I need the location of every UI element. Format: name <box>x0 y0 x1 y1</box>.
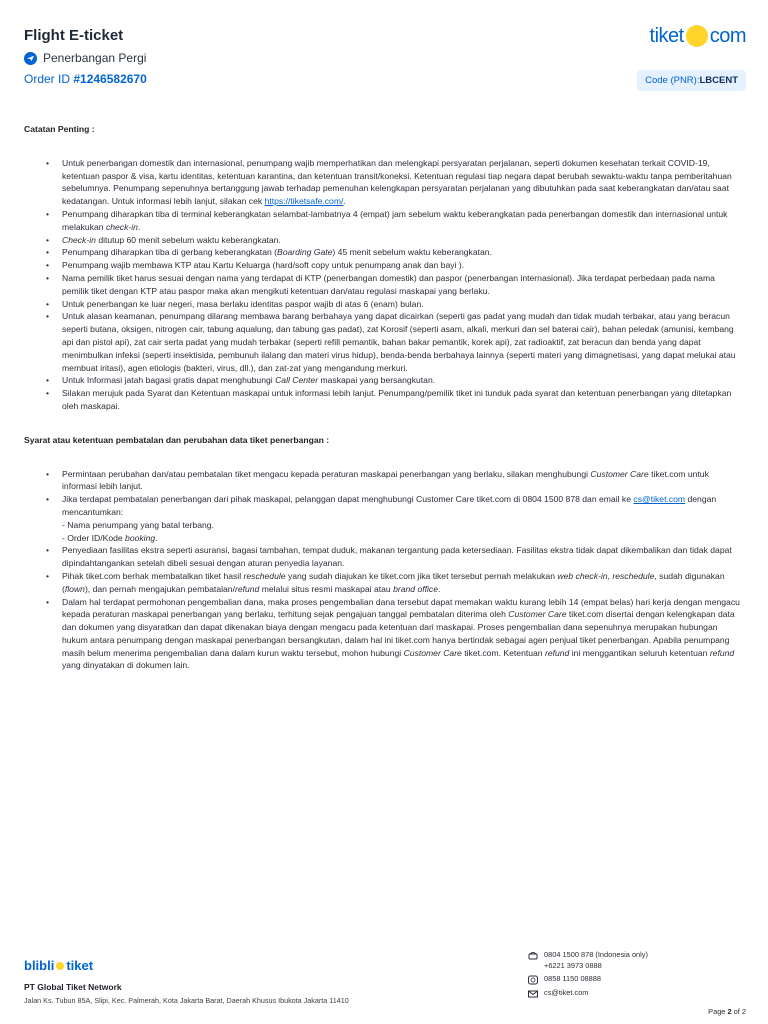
pnr-code: LBCENT <box>699 75 738 86</box>
list-item: • Penumpang diharapkan tiba di terminal keberangkatan selambat-lambatnya 4 (empat) jam sebelum waktu keberangkatan pada penerbangan domestik dan internasional untuk melakukan check-in. <box>46 208 742 234</box>
ticket-footer <box>24 950 746 1020</box>
cs-email-link[interactable]: cs@tiket.com <box>633 494 686 505</box>
flight-direction-label: Penerbangan Pergi <box>43 51 147 65</box>
page-title: Flight E-ticket <box>24 27 124 44</box>
list-item: • Nama pemilik tiket harus sesuai dengan nama yang terdapat di KTP (penerbangan domestik) dan paspor (penerbangan internasional). Jika terdapat perbedaan pada nama pemilik tiket dengan KTP atau paspor maka akan mengikuti ketentuan dan/atau regulasi maskapai yang berlaku. <box>46 272 742 298</box>
ticket-content <box>24 123 742 672</box>
email-contact <box>528 988 648 999</box>
flight-direction <box>24 51 146 65</box>
airplane-icon <box>24 52 37 65</box>
company-name: PT Global Tiket Network <box>24 982 122 992</box>
list-item: • Untuk alasan keamanan, penumpang dilarang membawa barang berbahaya yang dapat dicairkan (seperti gas padat yang mudah dan tidak mudah terbakar, atau yang beracun seperti butana, oksigen, nitrogen cair, tabung aqualung, dan tabung gas padat), zat Korosif (seperti asam, alkali, merkuri dan sel baterai cair), bahan peledak (amunisi, kembang api dan pistol api), zat cair serta padat yang mudah terbakar (seperti refill pemantik, bahan bakar pemantik, korek api), zat radioaktif, zat beracun dan benda yang dapat menimbulkan infeksi (seperti insektisida, pembunuh ilalang dan materi virus hidup), benda-benda berbahaya lainnya (seperti materi yang dimagnetisasi, yang dapat melukai atau membuat iritasi), agen etiologis (bakteri, virus, dll.), dan zat-zat yang mengandung merkuri. <box>46 310 742 374</box>
list-item: • Dalam hal terdapat permohonan pengembalian dana, maka proses pengembalian dana tersebut dapat memakan waktu kurang lebih 14 (empat belas) hari kerja dengan mengacu kepada peraturan maskapai penerbangan yang berlaku, terhitung sejak pengajuan tanggal pembatalan diterima oleh Customer Care tiket.com disertai dengan kelengkapan data dan dokumen yang disyaratkan dan dapat dikenakan biaya dengan mengacu pada ketentuan dari maskapai. Proses pengembalian dana sepenuhnya merupakan hubungan hukum antara penumpang dengan maskapai penerbangan bersangkutan, dalam hal ini tiket.com hanya bertindak sebagai agen penjual tiket penerbangan. Apabila penumpang masih belum menerima pengembalian dana dalam kurun waktu tersebut, mohon hubungi Customer Care tiket.com. Ketentuan refund ini menggantikan seluruh ketentuan refund yang dinyatakan di dokumen lain. <box>46 596 742 673</box>
ticket-header <box>24 24 746 94</box>
list-item: • Penumpang wajib membawa KTP atau Kartu Keluarga (hard/soft copy untuk penumpang anak dan bayi ). <box>46 259 742 272</box>
whatsapp-icon <box>528 975 538 985</box>
tiketsafe-link[interactable]: https://tiketsafe.com/ <box>264 196 344 207</box>
blibli-tiket-logo: blibli tiket <box>24 958 94 973</box>
whatsapp-contact <box>528 974 648 985</box>
whatsapp-number[interactable]: 0858 1150 08888 <box>544 974 601 983</box>
company-address: Jalan Ks. Tubun 85A, Slipi, Kec. Palmerah, Kota Jakarta Barat, Daerah Khusus Ibukota Jakarta 11410 <box>24 996 349 1005</box>
phone-contact <box>528 950 648 971</box>
phone-secondary[interactable]: +6221 3973 0888 <box>544 960 602 970</box>
notes-list <box>46 157 742 413</box>
logo-dot-icon <box>56 962 64 970</box>
logo-dot-icon <box>686 25 708 47</box>
list-item: • Jika terdapat pembatalan penerbangan dari pihak maskapai, pelanggan dapat menghubungi Customer Care tiket.com di 0804 1500 878 dan email ke cs@tiket.com dengan mencantumkan: - Nama penumpang yang batal terbang. - Order ID/Kode booking. <box>46 493 742 544</box>
list-item: • Check-in ditutup 60 menit sebelum waktu keberangkatan. <box>46 234 742 247</box>
list-item: • Permintaan perubahan dan/atau pembatalan tiket mengacu kepada peraturan maskapai penerbangan yang berlaku, silakan menghubungi Customer Care tiket.com untuk informasi lebih lanjut. <box>46 468 742 494</box>
tiket-com-logo: tiket com <box>649 24 746 47</box>
phone-primary[interactable]: 0804 1500 878 (Indonesia only) <box>544 950 648 959</box>
list-item: • Untuk penerbangan ke luar negeri, masa berlaku identitas paspor wajib di atas 6 (enam) bulan. <box>46 298 742 311</box>
order-id-value: #1246582670 <box>73 72 147 86</box>
terms-list <box>46 468 742 673</box>
list-item: • Penyediaan fasilitas ekstra seperti asuransi, bagasi tambahan, tempat duduk, makanan tergantung pada ketersediaan. Fasilitas ekstra tidak dapat dikembalikan dan tidak dapat dipindahtangankan setelah dibeli sesuai dengan aturan penyedia layanan. <box>46 544 742 570</box>
notes-title: Catatan Penting : <box>24 124 95 134</box>
list-item: • Pihak tiket.com berhak membatalkan tiket hasil reschedule yang sudah diajukan ke tiket.com jika tiket tersebut pernah melakukan web check-in, reschedule, sudah digunakan (flown), dan pernah mengajukan pembatalan/refund melalui situs resmi maskapai atau brand office. <box>46 570 742 596</box>
contact-block <box>528 950 648 1002</box>
order-id: Order ID #1246582670 <box>24 72 147 86</box>
email-address[interactable]: cs@tiket.com <box>544 988 589 997</box>
mail-icon <box>528 989 538 999</box>
list-item: • Untuk penerbangan domestik dan internasional, penumpang wajib memperhatikan dan melengkapi persyaratan perjalanan, seperti dokumen kesehatan terkait COVID-19, ketentuan paspor & visa, kartu identitas, ketentuan karantina, dan ketentuan transit/koneksi. Ketentuan regulasi tiap negara dapat berubah sewaktu-waktu tanpa pemberitahuan sebelumnya. Penumpang sepenuhnya bertanggung jawab terhadap pemenuhan kelengkapan persyaratan perjalanan yang dibutuhkan pada saat keberangkatan dan/atau saat kedatangan. Untuk informasi lebih lanjut, silakan cek https://tiketsafe.com/. <box>46 157 742 208</box>
list-item: • Silakan merujuk pada Syarat dan Ketentuan maskapai untuk informasi lebih lanjut. Penumpang/pemilik tiket ini tunduk pada syarat dan ketentuan penerbangan yang ditetapkan oleh maskapai. <box>46 387 742 413</box>
page-number: Page 2 of 2 <box>708 1007 746 1016</box>
list-item: • Penumpang diharapkan tiba di gerbang keberangkatan (Boarding Gate) 45 menit sebelum waktu keberangkatan. <box>46 246 742 259</box>
terms-title: Syarat atau ketentuan pembatalan dan perubahan data tiket penerbangan : <box>24 434 330 445</box>
phone-icon <box>528 951 538 961</box>
pnr-badge: Code (PNR):LBCENT <box>637 70 746 91</box>
list-item: • Untuk Informasi jatah bagasi gratis dapat menghubungi Call Center maskapai yang bersangkutan. <box>46 374 742 387</box>
